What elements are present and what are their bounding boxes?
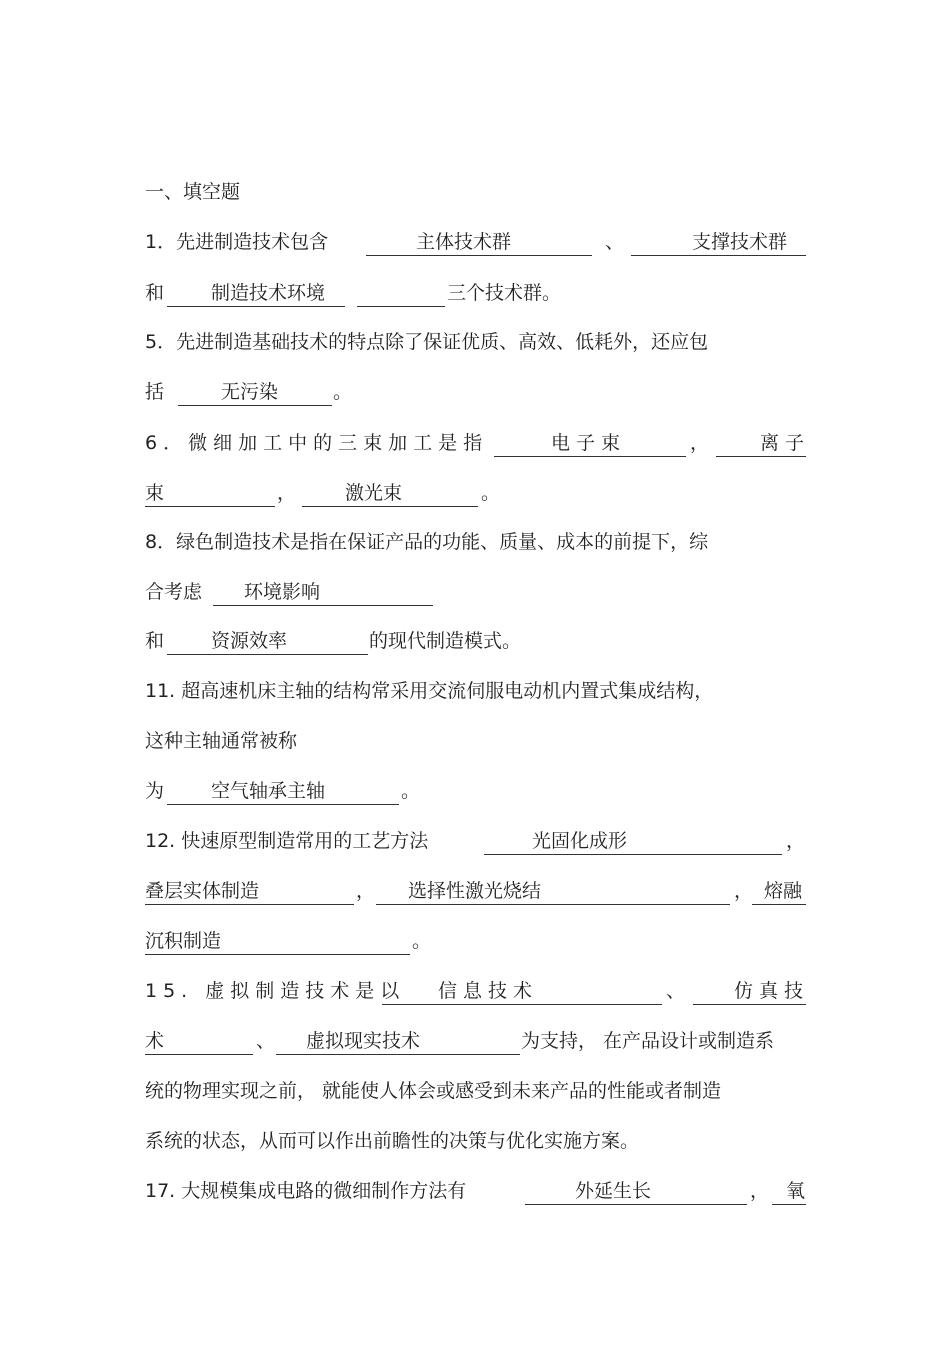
- q6-blank-1: [494, 428, 686, 457]
- q8-line-1: [0, 527, 950, 557]
- q12-blank-4-cont: [145, 926, 410, 955]
- q15-line-3: [0, 1076, 950, 1106]
- q1-and: 和: [145, 282, 165, 304]
- q6-line-1: [0, 428, 950, 458]
- q12-answer-4a: 熔融: [764, 880, 803, 902]
- q15-separator-1: 、: [666, 980, 686, 1002]
- q15-stem-cont: 为支持， 在产品设计或制造系: [521, 1030, 775, 1052]
- q17-separator-1: ，: [750, 1180, 770, 1202]
- q6-stem: 6．微细加工中的三束加工是指: [145, 432, 489, 454]
- q6-blank-2-cont: [145, 478, 275, 507]
- section-title: 一、填空题: [145, 181, 241, 203]
- q6-answer-3: 激光束: [345, 482, 403, 504]
- q8-blank-1: [213, 577, 433, 606]
- q17-line-1: [0, 1176, 950, 1206]
- q15-blank-2-cont: [145, 1026, 253, 1055]
- q11-tail: 。: [401, 780, 421, 802]
- q12-tail: 。: [412, 930, 432, 952]
- q17-blank-1: [525, 1176, 747, 1205]
- q17-stem: 17. 大规模集成电路的微细制作方法有: [145, 1180, 467, 1202]
- q5-stem-cont: 括: [145, 381, 165, 403]
- q6-answer-2a: 离子: [760, 432, 811, 454]
- q8-answer-2: 资源效率: [211, 630, 288, 652]
- q6-answer-1: 电子束: [551, 432, 627, 454]
- q1-tail: 三个技术群。: [447, 282, 562, 304]
- q11-line-3: [0, 776, 950, 806]
- q1-line-2: [0, 278, 950, 308]
- q12-blank-4: [752, 876, 806, 905]
- q12-blank-2: [145, 876, 354, 905]
- q11-blank-1: [167, 776, 399, 805]
- q8-line-3: [0, 626, 950, 656]
- q8-line-2: [0, 577, 950, 607]
- q1-answer-3: 制造技术环境: [211, 282, 326, 304]
- q15-answer-3: 虚拟现实技术: [306, 1030, 421, 1052]
- q8-tail: 的现代制造模式。: [369, 630, 522, 652]
- q17-answer-2a: 氧: [786, 1180, 806, 1202]
- q11-answer-1: 空气轴承主轴: [211, 780, 326, 802]
- q5-line-2: [0, 377, 950, 407]
- q1-blank-1: [366, 227, 592, 256]
- q1-stem: 1．先进制造技术包含: [145, 231, 329, 253]
- q11-stem: 11. 超高速机床主轴的结构常采用交流伺服电动机内置式集成结构，: [145, 680, 714, 702]
- q5-answer-1: 无污染: [221, 381, 279, 403]
- q11-line-1: [0, 676, 950, 706]
- q8-and: 和: [145, 630, 165, 652]
- q5-blank-1: [178, 377, 332, 406]
- q5-stem: 5．先进制造基础技术的特点除了保证优质、高效、低耗外，还应包: [145, 331, 709, 353]
- q8-blank-2: [167, 626, 368, 655]
- q12-line-2: [0, 876, 950, 906]
- q15-blank-1: [382, 976, 662, 1005]
- q6-tail: 。: [481, 482, 501, 504]
- q12-separator-2: ，: [356, 880, 376, 902]
- q1-blank-2: [631, 227, 806, 256]
- q15-blank-3: [276, 1026, 520, 1055]
- q15-stem: 15. 虚拟制造技术是以: [145, 980, 406, 1002]
- q8-answer-1: 环境影响: [244, 581, 321, 603]
- q1-answer-2: 支撑技术群: [692, 231, 788, 253]
- q15-line-2: [0, 1026, 950, 1056]
- q11-line-2: [0, 726, 950, 756]
- q6-answer-2b: 束: [145, 482, 165, 504]
- q12-blank-3: [376, 876, 730, 905]
- q1-blank-3: [167, 278, 345, 307]
- q12-stem: 12. 快速原型制造常用的工艺方法: [145, 830, 429, 852]
- q17-blank-2: [772, 1176, 806, 1205]
- q6-separator-2: ，: [277, 482, 297, 504]
- q8-stem-cont: 合考虑: [145, 581, 203, 603]
- q1-answer-1: 主体技术群: [416, 231, 512, 253]
- q15-answer-1: 信息技术: [438, 980, 539, 1002]
- q12-answer-2: 叠层实体制造: [145, 880, 260, 902]
- q15-answer-2a: 仿真技: [734, 980, 810, 1002]
- q6-separator-1: ，: [690, 432, 710, 454]
- q15-separator-2: 、: [256, 1030, 276, 1052]
- q12-answer-1: 光固化成形: [532, 830, 628, 852]
- q15-stem-cont-3: 系统的状态，从而可以作出前瞻性的决策与优化实施方案。: [145, 1130, 640, 1152]
- q11-as: 为: [145, 780, 165, 802]
- q8-stem: 8．绿色制造技术是指在保证产品的功能、质量、成本的前提下，综: [145, 531, 709, 553]
- q1-separator-1: 、: [605, 231, 625, 253]
- section-title-line: [0, 177, 950, 207]
- q12-line-1: [0, 826, 950, 856]
- q12-blank-1: [484, 826, 782, 855]
- q1-blank-3-tail: [357, 278, 445, 307]
- q15-answer-2b: 术: [145, 1030, 165, 1052]
- q1-line-1: [0, 227, 950, 257]
- q12-answer-3: 选择性激光烧结: [408, 880, 542, 902]
- q6-blank-2: [716, 428, 811, 457]
- q6-line-2: [0, 478, 950, 508]
- q6-blank-3: [302, 478, 478, 507]
- q15-blank-2: [693, 976, 810, 1005]
- q11-stem-cont: 这种主轴通常被称: [145, 730, 298, 752]
- q12-separator-1: ，: [786, 830, 806, 852]
- q15-line-4: [0, 1126, 950, 1156]
- q12-answer-4b: 沉积制造: [145, 930, 222, 952]
- q15-stem-cont-2: 统的物理实现之前， 就能使人体会或感受到未来产品的性能或者制造: [145, 1080, 722, 1102]
- q15-line-1: [0, 976, 950, 1006]
- q12-line-3: [0, 926, 950, 956]
- q5-line-1: [0, 327, 950, 357]
- q12-separator-3: ，: [734, 880, 754, 902]
- q5-tail: 。: [333, 381, 353, 403]
- q17-answer-1: 外延生长: [575, 1180, 652, 1202]
